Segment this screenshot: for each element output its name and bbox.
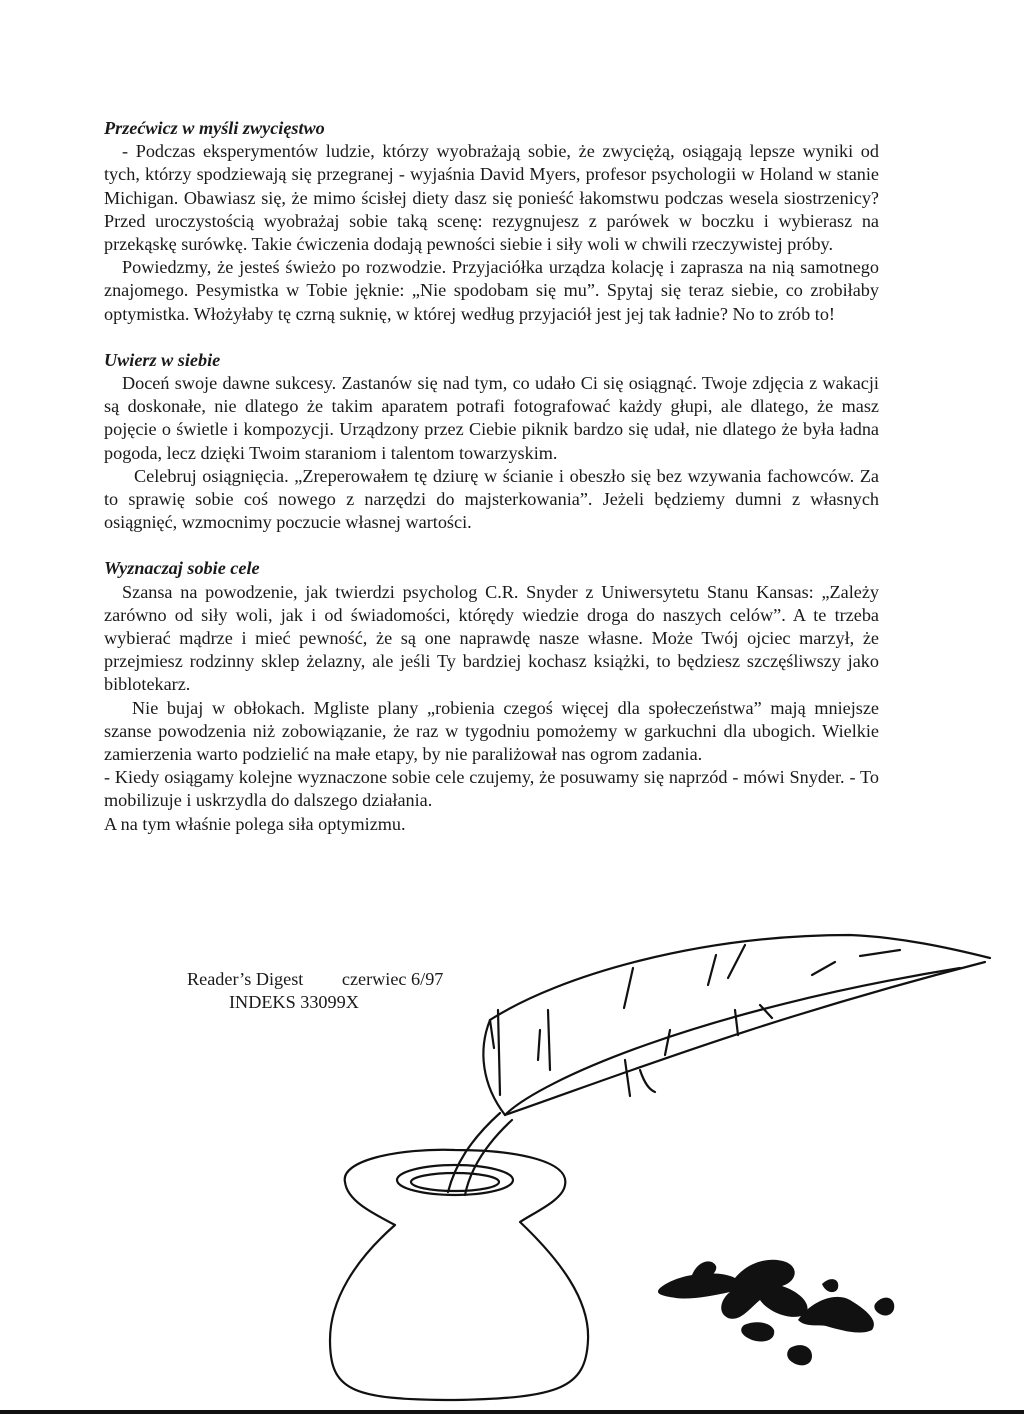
inkwell-opening bbox=[411, 1173, 499, 1191]
paragraph: Celebruj osiągnięcia. „Zreperowałem tę dziurę w ścianie i obeszło się bez wzywania fachowców. Za to sprawię sobie coś nowego z narzędzi do majsterkowania”. Jeżeli będziemy dumni z własnych osiągnięć, wzmocnimy poczucie własnej wartości. bbox=[104, 465, 879, 533]
section-heading: Wyznaczaj sobie cele bbox=[104, 558, 260, 579]
quill-feather-lower-edge bbox=[505, 962, 985, 1115]
paragraph: Powiedzmy, że jesteś świeżo po rozwodzie. Przyjaciółka urządza kolację i zaprasza na nią samotnego znajomego. Pesymistka w Tobie jęknie: „Nie spodobam się mu”. Spytaj się teraz siebie, co zrobiłaby optymistka. Włożyłaby tę czrną suknię, w której według przyjaciół jest jej tak ładnie? No to zrób to! bbox=[104, 257, 879, 324]
publication-date: czerwiec 6/97 bbox=[341, 969, 444, 989]
paragraph: Doceń swoje dawne sukcesy. Zastanów się nad tym, co udało Ci się osiągnąć. Twoje zdjęcia z wakacji są doskonałe, nie dlatego że takim aparatem potrafi fotografować każdy głupi, ale dlatego, że masz pojęcie o świetle i kompozycji. Urządzony przez Ciebie piknik bardzo się udał, nie dlatego że była ładna pogoda, lecz dzięki Twoim staraniom i talentom towarzyskim. bbox=[104, 373, 879, 463]
section-heading: Uwierz w siebie bbox=[104, 349, 221, 370]
quill-shaft bbox=[505, 968, 960, 1115]
quill-stem-right bbox=[465, 1120, 512, 1195]
inkwell-body bbox=[330, 1150, 588, 1400]
scan-edge-line bbox=[0, 1410, 1024, 1414]
publication-name: Reader’s Digest bbox=[187, 969, 304, 989]
paragraph: - Podczas eksperymentów ludzie, którzy wyobrażają sobie, że zwyciężą, osiągają lepsze wyniki od tych, którzy spodziewają się przegranej - wyjaśnia David Myers, profesor psychologii w Holand w stanie Michigan. Obawiasz się, że mimo ścisłej diety dasz się ponieść łakomstwu podczas wesela siostrzenicy? Przed uroczystością wyobrażaj sobie taką scenę: rezygnujesz z parówek w boczku i wybierasz na przekąskę surówkę. Takie ćwiczenia dodają pewności siebie i siły woli w chwili rzeczywistej próby. bbox=[104, 141, 879, 255]
paragraph: Nie bujaj w obłokach. Mgliste plany „robienia czegoś więcej dla społeczeństwa” mają mniejsze szanse powodzenia niż zobowiązanie, że raz w tygodniu pomożemy w garkuchni dla ubogich. Wielkie zamierzenia warto podzielić na małe etapy, by nie paraliżował nas ogrom zadania. bbox=[104, 697, 879, 765]
paragraph: A na tym właśnie polega siła optymizmu. bbox=[104, 813, 406, 834]
quill-feather-outline bbox=[490, 935, 990, 1020]
paragraph: - Kiedy osiągamy kolejne wyznaczone sobie cele czujemy, że posuwamy się naprzód - mówi Snyder. - To mobilizuje i uskrzydla do dalszego działania. bbox=[104, 767, 879, 811]
paragraph: Szansa na powodzenie, jak twierdzi psycholog C.R. Snyder z Uniwersytetu Stanu Kansas: „Zależy zarówno od siły woli, jak i od świadomości, którędy wiedzie droga do naszych celów”. A te trzeba wybierać mądrze i mieć pewność, że są one naprawdę nasze własne. Może Twój ojciec marzył, że przejmiesz rodzinny sklep żelazny, ale jeśli Ty bardziej kochasz książki, to będziesz szczęśliwszy jako biblotekarz. bbox=[104, 581, 879, 695]
section-heading: Przećwicz w myśli zwycięstwo bbox=[104, 118, 325, 138]
ink-splatter-icon bbox=[658, 1260, 894, 1366]
index-number: INDEKS 33099X bbox=[229, 992, 359, 1012]
quill-feather-tip bbox=[483, 1020, 505, 1115]
quill-stem-left bbox=[448, 1113, 500, 1192]
